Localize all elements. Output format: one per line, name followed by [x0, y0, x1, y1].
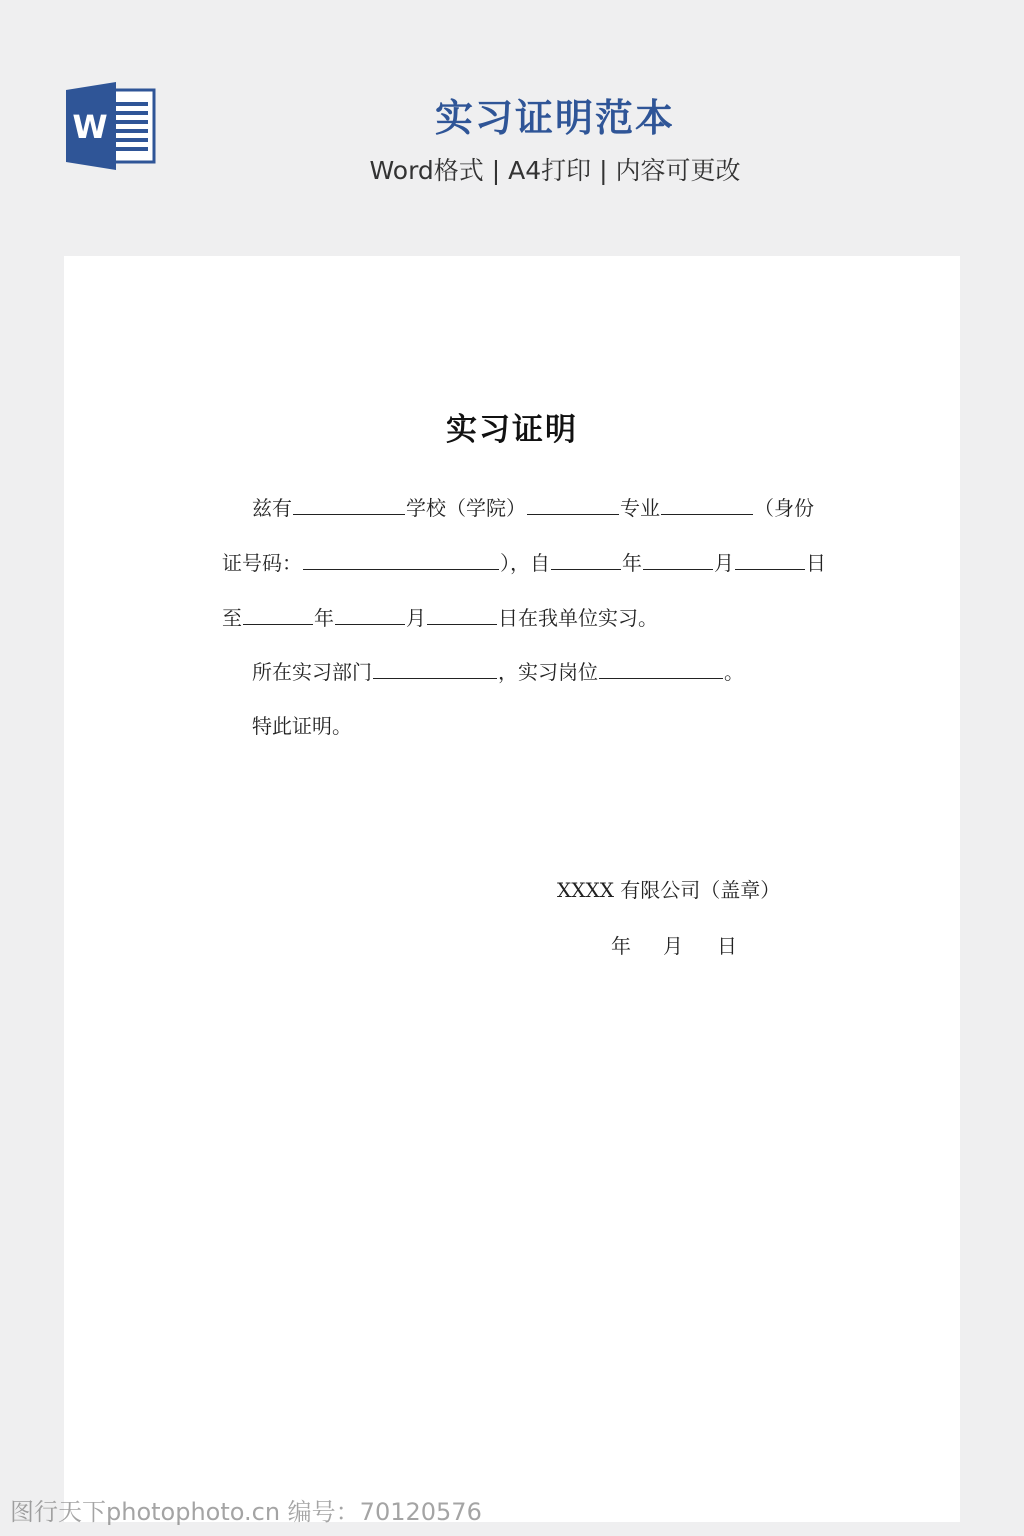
line2-text-5: 日 [806, 551, 826, 575]
blank-department [373, 658, 497, 679]
line1-text-1: 兹有 [252, 496, 292, 520]
blank-end-year [243, 604, 313, 625]
blank-major [527, 494, 619, 515]
line4-text-3: 。 [724, 660, 744, 684]
line3-text-3: 月 [406, 606, 426, 630]
line3-text-4: 日在我单位实习。 [498, 606, 658, 630]
blank-start-year [551, 549, 621, 570]
blank-id-number [303, 549, 499, 570]
signature-date [611, 930, 737, 962]
line2-text-3: 年 [622, 551, 642, 575]
line4-text-1: 所在实习部门 [252, 660, 372, 684]
document-page [64, 256, 960, 1522]
word-logo-icon [64, 82, 156, 172]
blank-end-month [335, 604, 405, 625]
document-line-1 [252, 492, 814, 524]
header-subtitle: Word格式 | A4打印 | 内容可更改 [369, 156, 741, 185]
header-title: 实习证明范本 [434, 96, 675, 140]
word-logo-letter: W [72, 108, 108, 146]
signature-company: XXXX 有限公司（盖章） [557, 878, 781, 902]
blank-end-day [427, 604, 497, 625]
blank-start-day [735, 549, 805, 570]
line4-text-2: ，实习岗位 [498, 660, 598, 684]
line3-text-2: 年 [314, 606, 334, 630]
document-line-2 [222, 547, 826, 579]
blank-position [599, 658, 723, 679]
document-line-3 [222, 602, 658, 634]
blank-school [293, 494, 405, 515]
line1-text-4: （身份 [754, 496, 814, 520]
watermark: 图行天下photophoto.cn 编号：70120576 [10, 1498, 482, 1526]
line3-text-1: 至 [222, 606, 242, 630]
document-title: 实习证明 [446, 412, 578, 448]
date-day-label: 日 [717, 934, 737, 958]
line2-text-1: 证号码： [222, 551, 302, 575]
date-month-label: 月 [663, 934, 683, 958]
line2-text-2: ），自 [500, 551, 550, 575]
line1-text-2: 学校（学院） [406, 496, 526, 520]
line2-text-4: 月 [714, 551, 734, 575]
date-year-label: 年 [611, 934, 631, 958]
document-line-5: 特此证明。 [252, 714, 352, 738]
line1-text-3: 专业 [620, 496, 660, 520]
blank-name [661, 494, 753, 515]
blank-start-month [643, 549, 713, 570]
document-line-4 [252, 656, 744, 688]
